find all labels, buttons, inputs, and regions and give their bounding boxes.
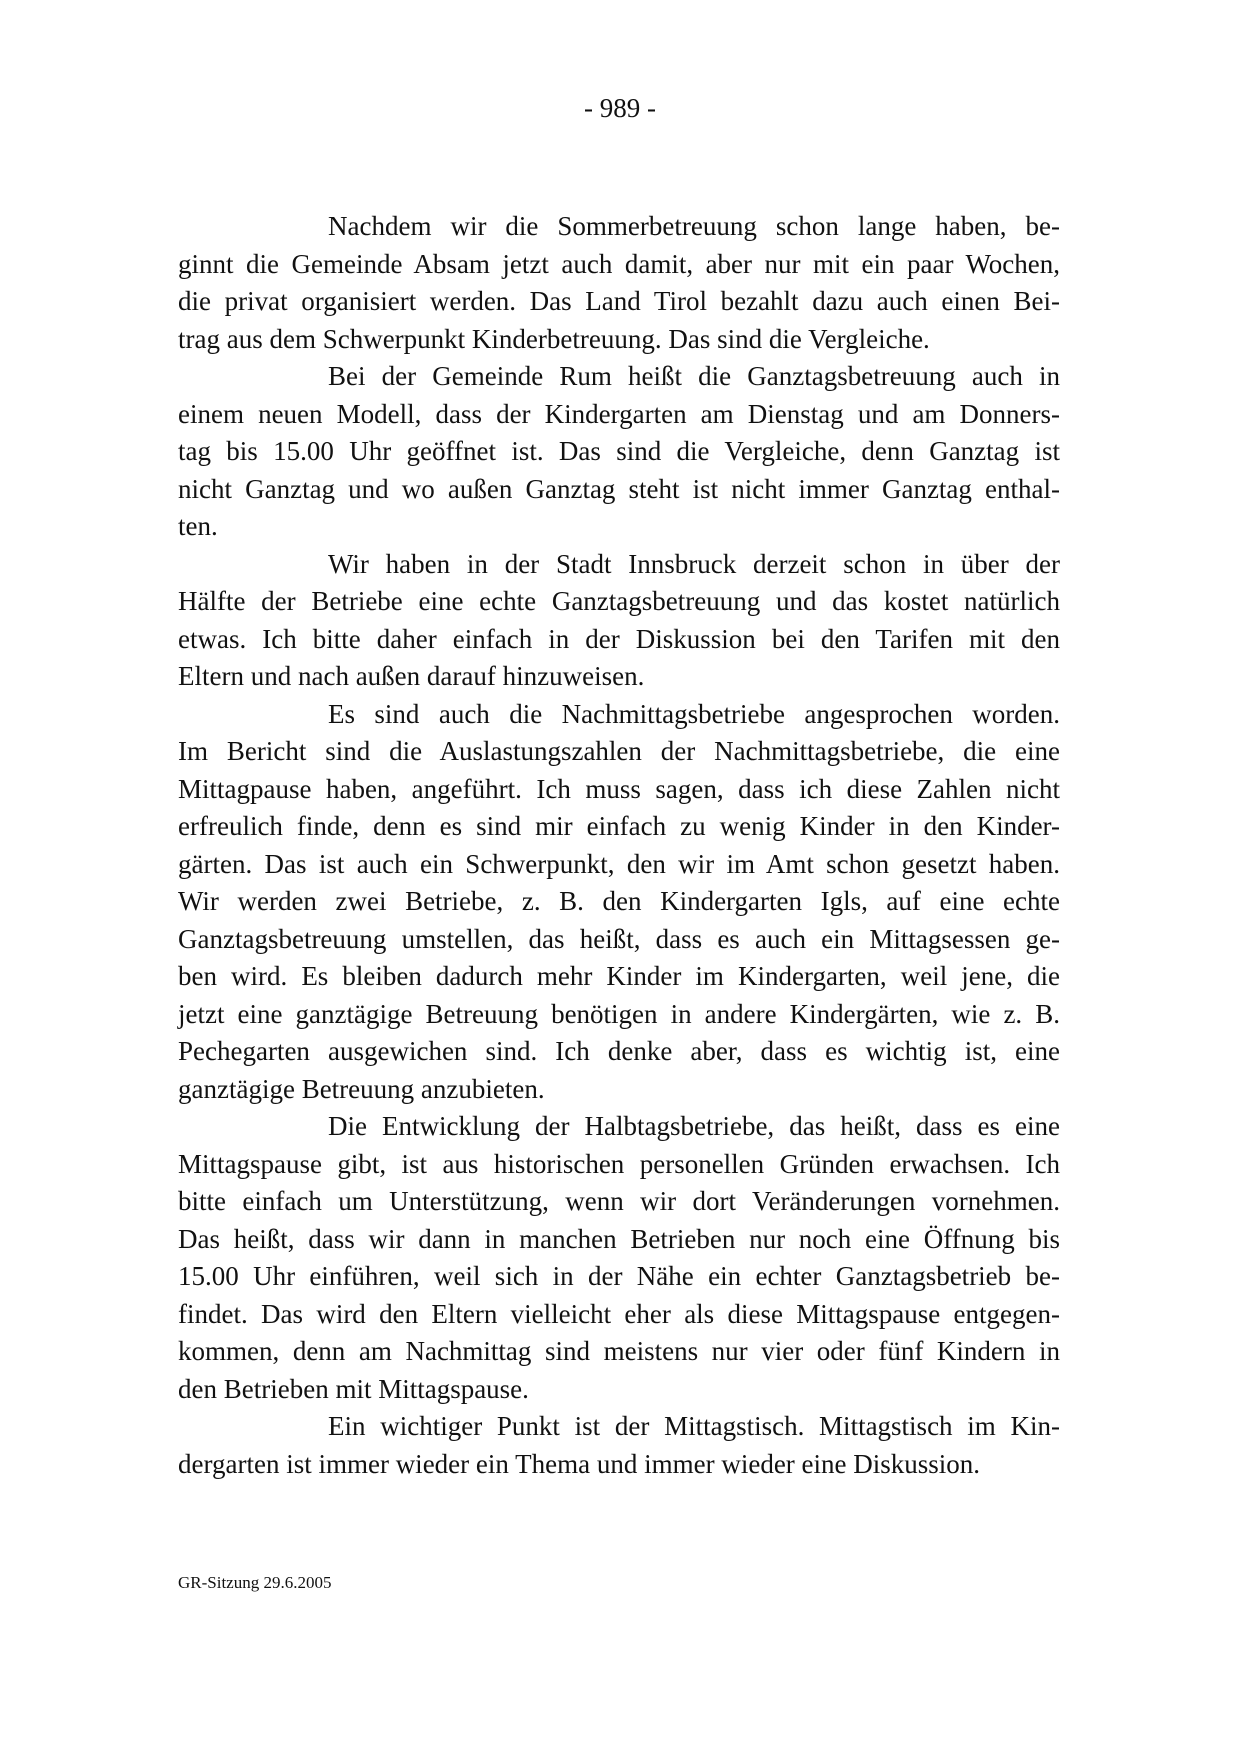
text-line: ginnt die Gemeinde Absam jetzt auch damit, aber nur mit ein paar Wochen, — [178, 248, 1060, 279]
text-line: kommen, denn am Nachmittag sind meistens nur vier oder fünf Kindern in — [178, 1336, 1060, 1366]
text-line: einem neuen Modell, dass der Kindergarten am Dienstag und am Donners- — [178, 398, 1060, 429]
paragraph — [178, 208, 1060, 358]
paragraph — [178, 696, 1060, 1109]
text-line: die privat organisiert werden. Das Land Tirol bezahlt dazu auch einen Bei- — [178, 286, 1060, 316]
text-line: etwas. Ich bitte daher einfach in der Diskussion bei den Tarifen mit den — [178, 623, 1060, 654]
text-line: Wir werden zwei Betriebe, z. B. den Kindergarten Igls, auf eine echte — [178, 886, 1060, 916]
text-line: Ganztagsbetreuung umstellen, das heißt, dass es auch ein Mittagsessen ge- — [178, 923, 1060, 954]
text-line: Pechegarten ausgewichen sind. Ich denke aber, dass es wichtig ist, eine — [178, 1036, 1060, 1066]
paragraph — [178, 358, 1060, 546]
text-line: 15.00 Uhr einführen, weil sich in der Nähe ein echter Ganztagsbetrieb be- — [178, 1261, 1060, 1291]
text-line: gärten. Das ist auch ein Schwerpunkt, den wir im Amt schon gesetzt haben. — [178, 848, 1060, 879]
text-line: ten. — [178, 511, 218, 541]
page-number: - 989 - — [584, 93, 656, 123]
text-line: Mittagspause gibt, ist aus historischen personellen Gründen erwachsen. Ich — [178, 1148, 1060, 1179]
text-line: Es sind auch die Nachmittagsbetriebe angesprochen worden. — [328, 698, 1060, 729]
text-line: Im Bericht sind die Auslastungszahlen der Nachmittagsbetriebe, die eine — [178, 736, 1060, 766]
paragraph — [178, 1408, 1060, 1483]
text-line: Bei der Gemeinde Rum heißt die Ganztagsbetreuung auch in — [328, 361, 1060, 391]
text-line: trag aus dem Schwerpunkt Kinderbetreuung. Das sind die Vergleiche. — [178, 323, 930, 354]
text-line: findet. Das wird den Eltern vielleicht eher als diese Mittagspause entgegen- — [178, 1298, 1060, 1329]
text-line: Wir haben in der Stadt Innsbruck derzeit schon in über der — [328, 548, 1060, 579]
text-line: Mittagpause haben, angeführt. Ich muss sagen, dass ich diese Zahlen nicht — [178, 773, 1060, 804]
text-line: jetzt eine ganztägige Betreuung benötigen in andere Kindergärten, wie z. B. — [178, 998, 1060, 1029]
text-line: Eltern und nach außen darauf hinzuweisen. — [178, 661, 645, 691]
paragraph — [178, 1108, 1060, 1408]
footer-session-date: GR-Sitzung 29.6.2005 — [178, 1573, 332, 1592]
text-line: erfreulich finde, denn es sind mir einfach zu wenig Kinder in den Kinder- — [178, 811, 1060, 841]
text-line: Ein wichtiger Punkt ist der Mittagstisch. Mittagstisch im Kin- — [328, 1411, 1060, 1441]
document-body — [178, 208, 1060, 1483]
text-line: den Betrieben mit Mittagspause. — [178, 1373, 529, 1404]
text-line: ben wird. Es bleiben dadurch mehr Kinder im Kindergarten, weil jene, die — [178, 961, 1060, 991]
text-line: tag bis 15.00 Uhr geöffnet ist. Das sind die Vergleiche, denn Ganztag ist — [178, 436, 1060, 466]
text-line: nicht Ganztag und wo außen Ganztag steht ist nicht immer Ganztag enthal- — [178, 473, 1060, 504]
paragraph — [178, 546, 1060, 696]
text-line: Nachdem wir die Sommerbetreuung schon lange haben, be- — [328, 211, 1060, 241]
text-line: Die Entwicklung der Halbtagsbetriebe, das heißt, dass es eine — [328, 1111, 1060, 1141]
text-line: Hälfte der Betriebe eine echte Ganztagsbetreuung und das kostet natürlich — [178, 586, 1060, 616]
text-line: Das heißt, dass wir dann in manchen Betrieben nur noch eine Öffnung bis — [178, 1223, 1060, 1254]
text-line: dergarten ist immer wieder ein Thema und immer wieder eine Diskussion. — [178, 1448, 981, 1479]
text-line: bitte einfach um Unterstützung, wenn wir dort Veränderungen vornehmen. — [178, 1186, 1060, 1216]
text-line: ganztägige Betreuung anzubieten. — [178, 1073, 545, 1104]
